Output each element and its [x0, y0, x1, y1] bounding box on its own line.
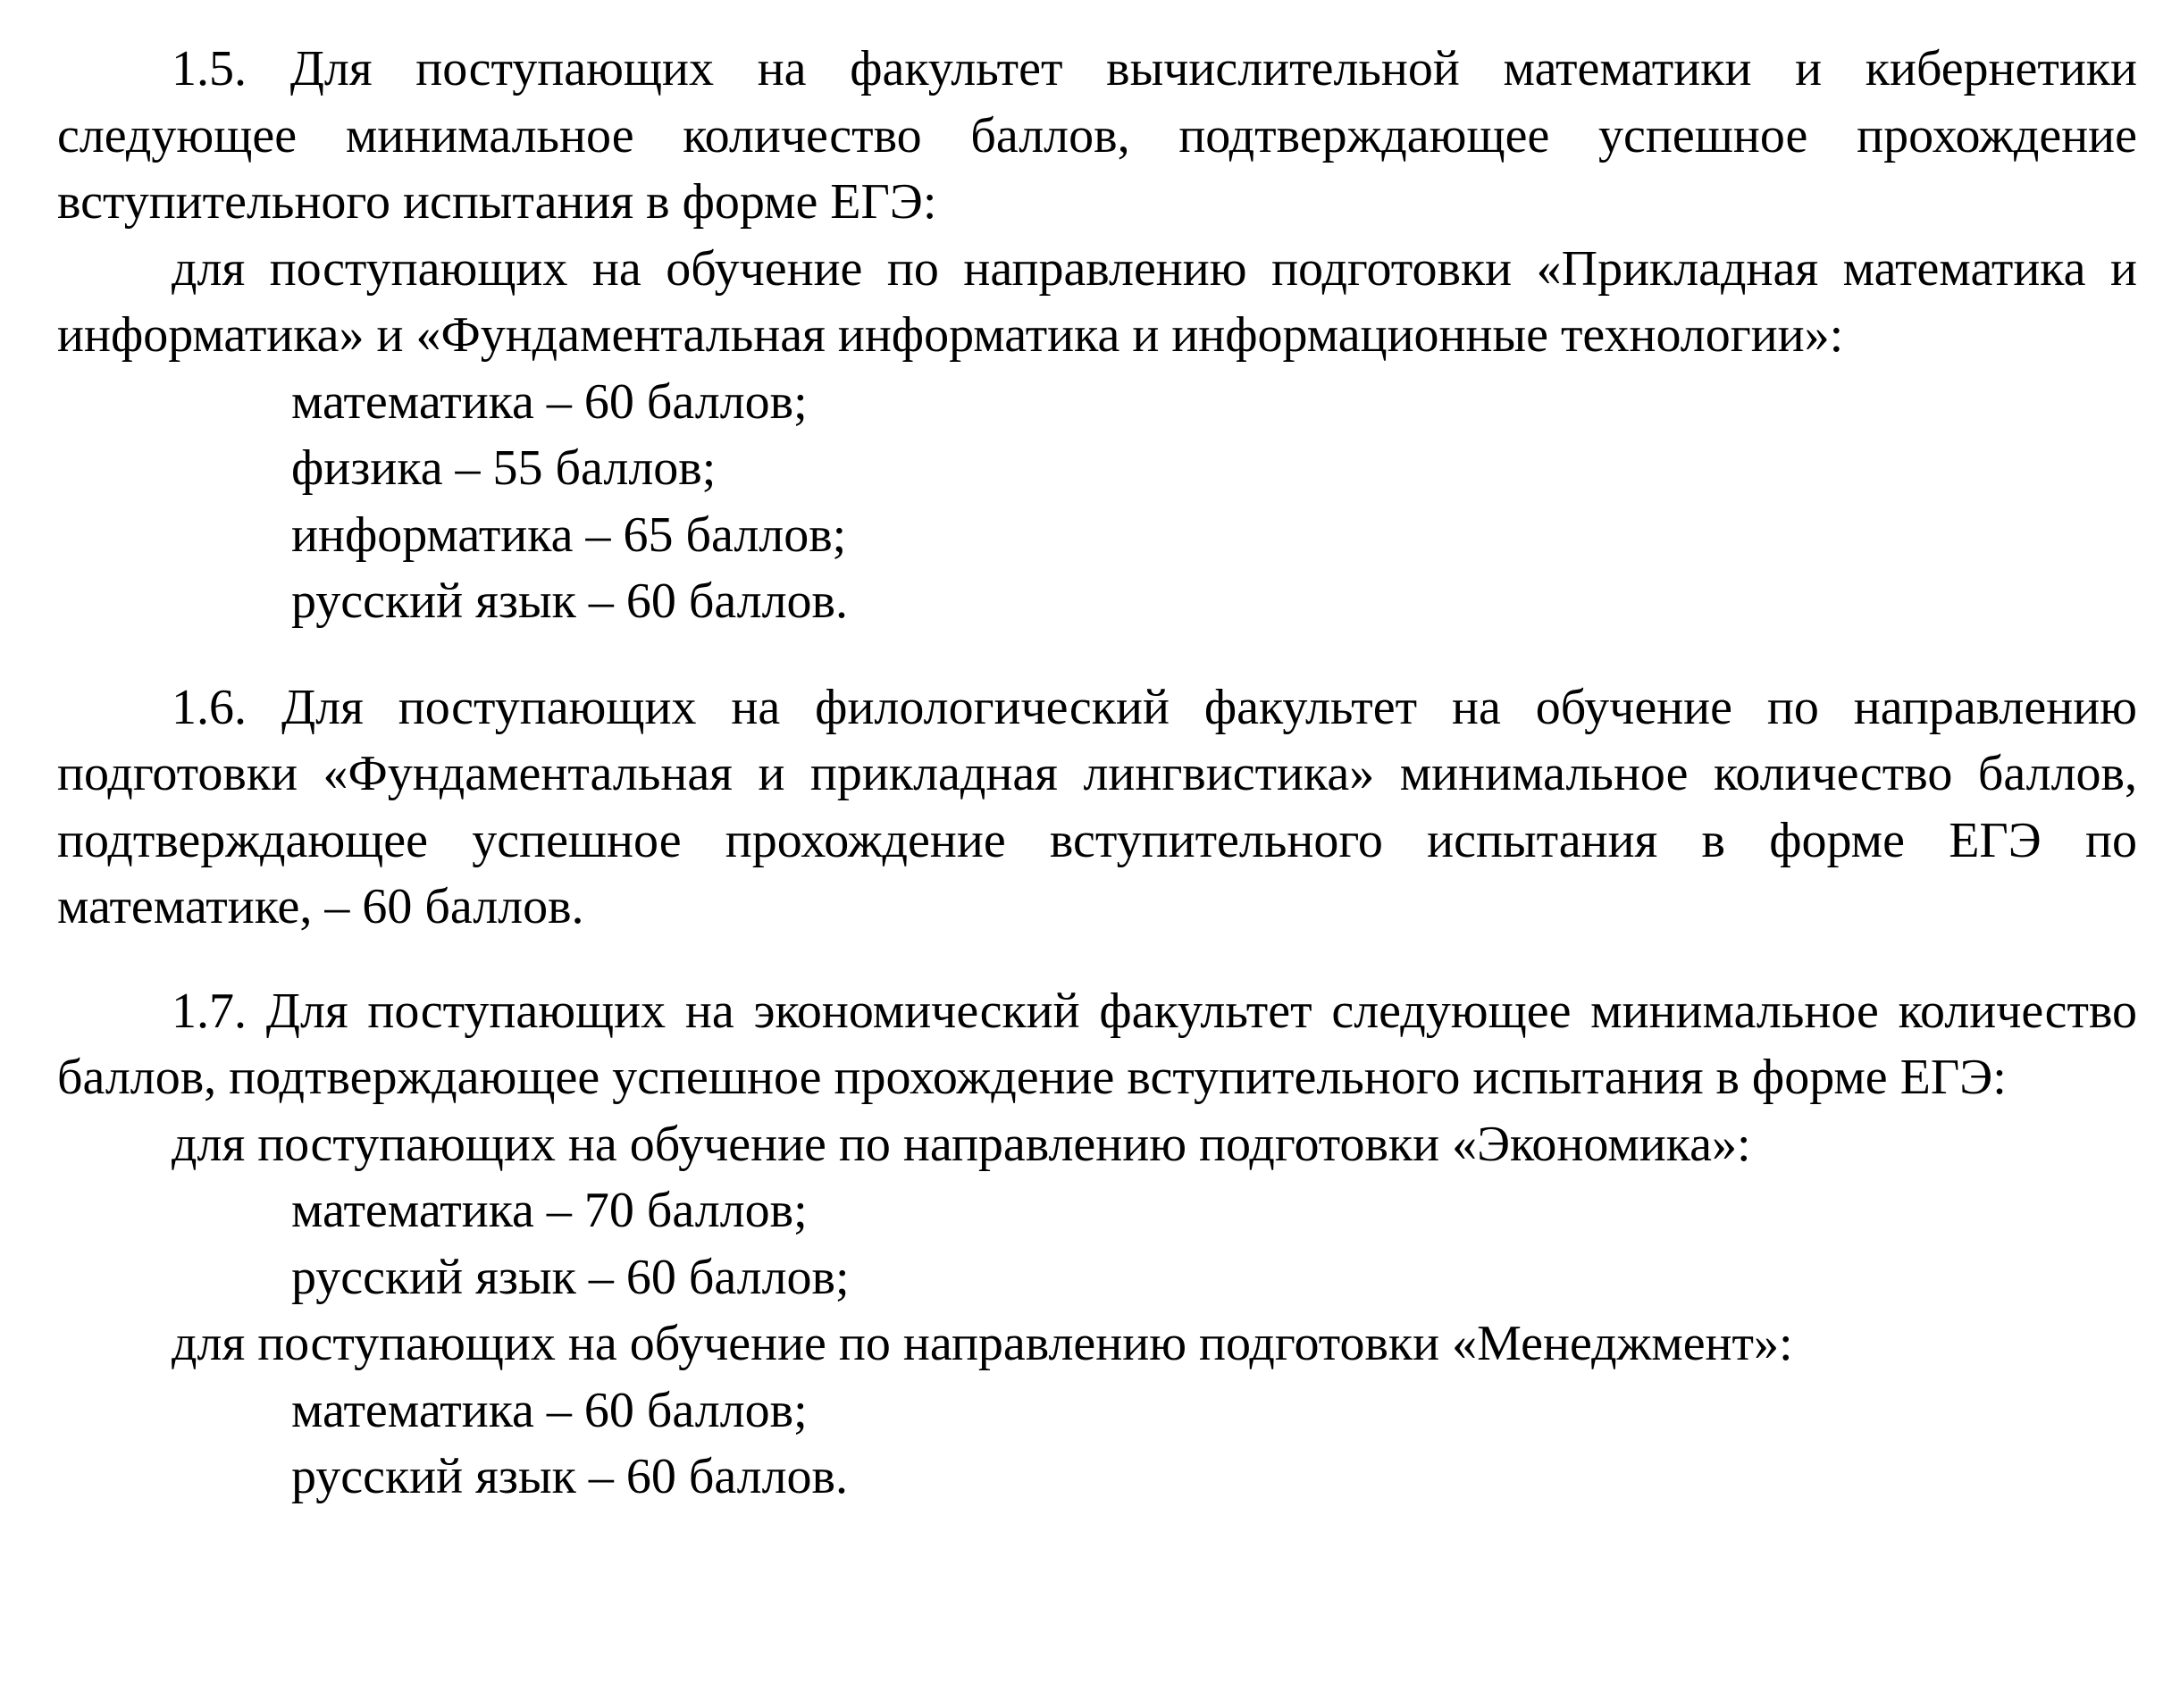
section-intro	[57, 978, 2137, 1111]
list-item: математика – 60 баллов;	[291, 373, 808, 430]
section-intro-text: Для поступающих на экономический факультет следующее минимальное количество баллов, подтверждающее успешное прохождение вступительного испытания в форме ЕГЭ:	[57, 983, 2138, 1105]
section-spacer	[57, 635, 2137, 674]
section-intro-text: Для поступающих на факультет вычислительной математики и кибернетики следующее минимальное количество баллов, подтверждающее успешное прохождение вступительного испытания в форме ЕГЭ:	[57, 41, 2137, 230]
group-heading: для поступающих на обучение по направлению подготовки «Экономика»:	[172, 1116, 1751, 1172]
section-1-5	[57, 36, 2137, 635]
list-item: русский язык – 60 баллов.	[291, 574, 848, 629]
section-1-7	[57, 978, 2137, 1511]
list-item: информатика – 65 баллов;	[291, 507, 847, 563]
section-intro	[57, 36, 2137, 236]
group-heading: для поступающих на обучение по направлению подготовки «Прикладная математика и информатика» и «Фундаментальная информатика и информационные технологии»:	[57, 240, 2137, 363]
section-intro-text: Для поступающих на филологический факультет на обучение по направлению подготовки «Фундаментальная и прикладная лингвистика» минимальное количество баллов, подтверждающее успешное прохождение вступительного испытания в форме ЕГЭ по математике, – 60 баллов.	[57, 679, 2137, 934]
list-item: физика – 55 баллов;	[291, 440, 717, 496]
list-item: математика – 70 баллов;	[291, 1183, 808, 1238]
section-spacer	[57, 941, 2137, 978]
list-item: математика – 60 баллов;	[291, 1382, 808, 1438]
document-body	[57, 36, 2137, 1511]
section-number: 1.7.	[172, 983, 247, 1039]
section-number: 1.6.	[172, 679, 247, 735]
section-intro	[57, 674, 2137, 941]
group-heading: для поступающих на обучение по направлению подготовки «Менеджмент»:	[172, 1316, 1793, 1371]
section-number: 1.5.	[172, 41, 247, 96]
list-item: русский язык – 60 баллов;	[291, 1249, 850, 1305]
list-item: русский язык – 60 баллов.	[291, 1449, 848, 1504]
section-1-6	[57, 674, 2137, 941]
